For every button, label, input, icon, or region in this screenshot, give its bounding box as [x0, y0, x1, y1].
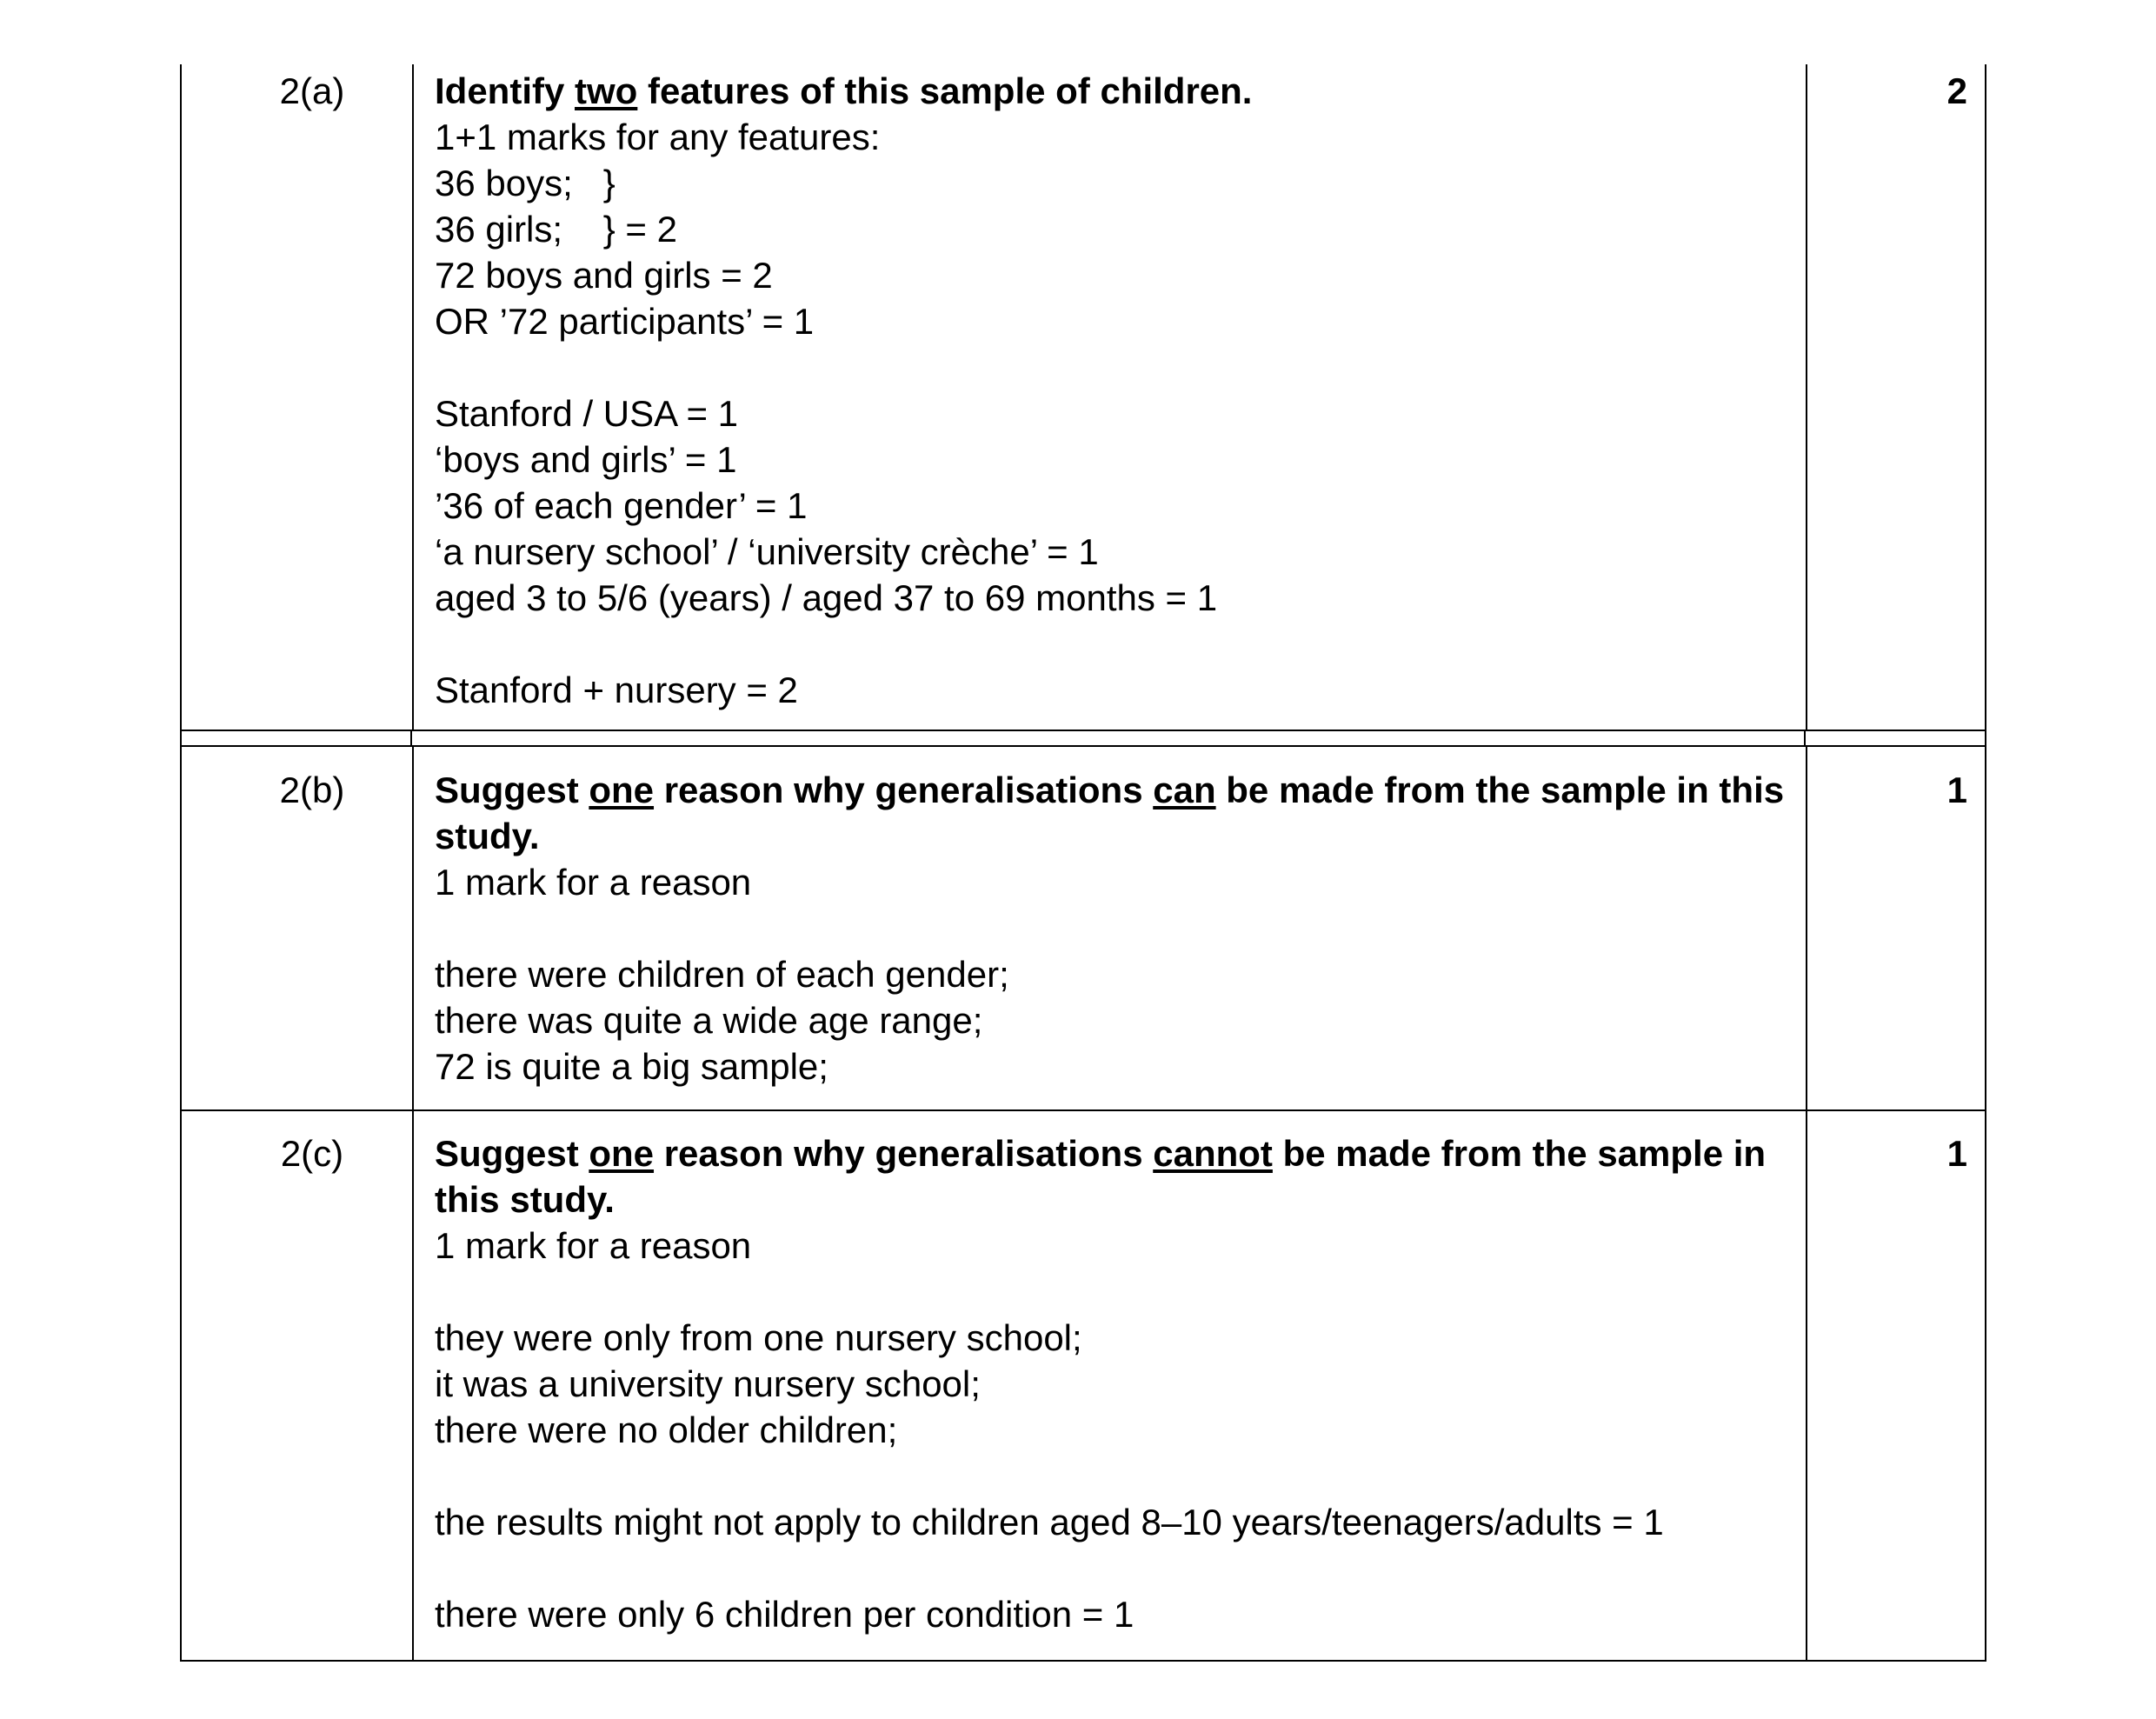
marks-value: 2	[1946, 70, 1967, 111]
answer-line: there were no older children;	[435, 1409, 898, 1450]
answer-line: Stanford / USA = 1	[435, 393, 739, 434]
column-divider	[412, 1111, 414, 1660]
question-number: 2(a)	[279, 70, 345, 111]
answer-content	[435, 767, 1813, 1089]
answer-line: 72 boys and girls = 2	[435, 255, 773, 296]
question-number: 2(c)	[280, 1133, 344, 1174]
question-text: Suggest one reason why generalisations cannot be made from the sample in this study.	[435, 1133, 1767, 1220]
spacer	[435, 1545, 1813, 1591]
answer-line: 36 boys; }	[435, 163, 616, 203]
column-divider	[412, 64, 414, 730]
marks-value: 1	[1946, 1133, 1967, 1174]
answer-line: 1 mark for a reason	[435, 862, 752, 903]
column-divider	[412, 747, 414, 1109]
answer-line: the results might not apply to children aged 8–10 years/teenagers/adults = 1	[435, 1502, 1664, 1542]
answer-line: ’36 of each gender’ = 1	[435, 485, 808, 526]
question-text: Identify two features of this sample of children.	[435, 70, 1253, 111]
marks-value: 1	[1946, 770, 1967, 810]
answer-line: Stanford + nursery = 2	[435, 670, 798, 710]
answer-line: OR ’72 participants’ = 1	[435, 301, 815, 342]
answer-line: there were children of each gender;	[435, 954, 1009, 995]
answer-line: 1 mark for a reason	[435, 1225, 752, 1266]
question-number: 2(b)	[279, 770, 345, 810]
answer-line: they were only from one nursery school;	[435, 1317, 1082, 1358]
answer-line: ‘boys and girls’ = 1	[435, 439, 737, 480]
table-row-2c	[180, 1111, 1986, 1662]
column-divider	[1804, 731, 1806, 745]
answer-line: there were only 6 children per condition = 1	[435, 1594, 1135, 1635]
table-row-2a	[180, 64, 1986, 731]
answer-line: it was a university nursery school;	[435, 1363, 981, 1404]
answer-line: aged 3 to 5/6 (years) / aged 37 to 69 months = 1	[435, 577, 1218, 618]
answer-line: there was quite a wide age range;	[435, 1000, 983, 1041]
spacer	[435, 621, 1813, 667]
answer-line: 72 is quite a big sample;	[435, 1046, 828, 1087]
question-text: Suggest one reason why generalisations can be made from the sample in this study.	[435, 770, 1785, 856]
spacer	[435, 1269, 1813, 1315]
column-divider	[180, 731, 182, 745]
column-divider	[1985, 731, 1986, 745]
spacer	[435, 905, 1813, 951]
column-divider	[410, 731, 412, 745]
spacer	[435, 344, 1813, 390]
answer-content	[435, 68, 1813, 713]
table-row-2b	[180, 745, 1986, 1111]
answer-line: 36 girls; } = 2	[435, 209, 677, 250]
answer-line: ‘a nursery school’ / ‘university crèche’ = 1	[435, 531, 1099, 572]
answer-line: 1+1 marks for any features:	[435, 117, 881, 157]
answer-content	[435, 1130, 1813, 1637]
spacer	[435, 1453, 1813, 1499]
